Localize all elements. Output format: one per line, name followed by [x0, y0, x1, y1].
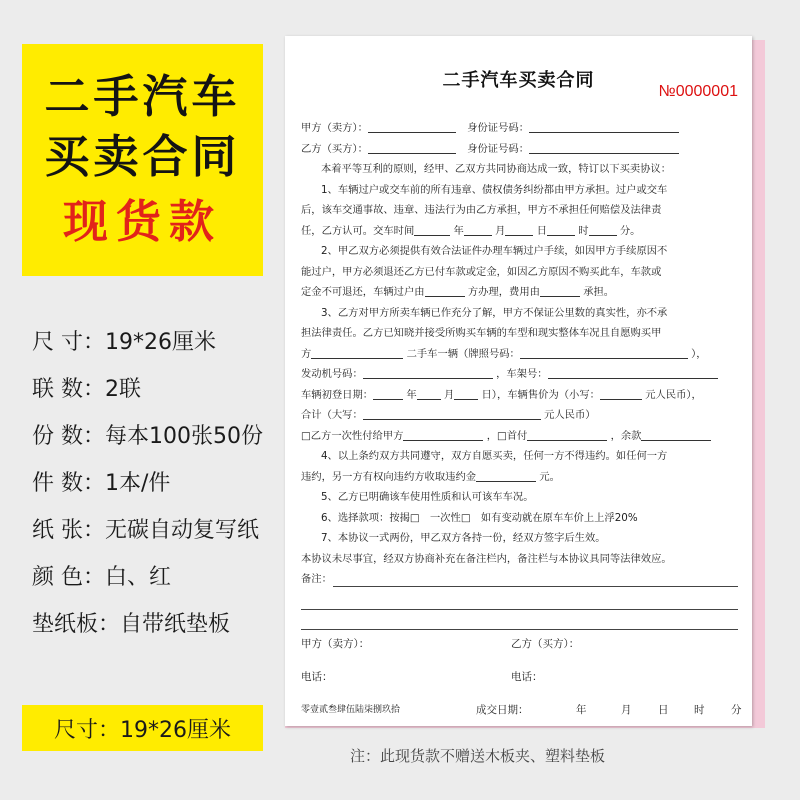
sign-b-label: 乙方（买方）：	[511, 638, 580, 650]
payment-row: □乙方一次性付给甲方 ，□首付 ，余款	[301, 426, 738, 447]
deal-hour: 时	[694, 704, 705, 716]
remark-line-2	[301, 590, 738, 610]
supplement-row: 本协议未尽事宜，经双方协商补充在备注栏内，备注栏与本协议具同等法律效应。	[301, 552, 672, 565]
deal-day: 日	[658, 704, 669, 716]
clause-1-line-2: 后，该车交通事故、违章、违法行为由乙方承担，甲方不承担任何赔偿及法律责	[301, 204, 662, 216]
clause-1-line-3: 任，乙方认可。交车时间 年 月 日 时 分。	[301, 221, 738, 242]
banner-line-2: 买卖合同	[44, 130, 241, 183]
banner-line-1: 二手汽车	[44, 70, 241, 123]
remark-line-3	[301, 610, 738, 630]
clause-1-line-1: 1、车辆过户或交车前的所有违章、债权债务纠纷都由甲方承担。过户或交车	[321, 183, 668, 196]
engine-row: 发动机号码： ，车架号：	[301, 364, 738, 385]
spec-copies: 联 数：2联	[32, 377, 141, 402]
clause-4-line-1: 4、以上条约双方共同遵守，双方自愿买卖，任何一方不得违约。如任何一方	[321, 450, 668, 462]
clause-7: 7、本协议一式两份，甲乙双方各持一份，经双方签字后生效。	[321, 532, 606, 544]
blank	[368, 140, 456, 154]
spec-list	[32, 323, 263, 652]
blank	[529, 119, 679, 133]
serial-number: №0000001	[658, 83, 738, 100]
clause-2-line-2: 能过户，甲方必须退还乙方已付车款或定金，如因乙方原因不购买此车，车款或	[301, 265, 662, 278]
phone-a-label: 电话：	[301, 671, 333, 683]
remark-line	[333, 586, 738, 587]
clause-2-line-3: 定金不可退还，车辆过户由 方办理，费用由 承担。	[301, 282, 738, 303]
clause-4-line-2: 违约，另一方有权向违约方收取违约金 元。	[301, 467, 738, 488]
party-b-row: 乙方（买方）： 身份证号码：	[301, 139, 738, 160]
intro-row: 本着平等互利的原则，经甲、乙双方共同协商达成一致，特订以下买卖协议：	[321, 163, 672, 175]
spec-paper: 纸 张：无碳自动复写纸	[32, 518, 259, 543]
deal-date-label: 成交日期：	[476, 704, 529, 716]
blank	[529, 140, 679, 154]
contract-body	[301, 118, 738, 630]
title-banner	[22, 44, 263, 276]
clause-3-line-2: 担法律责任。乙方已知晓并接受所购买车辆的车型和现实整体车况且自愿购买甲	[301, 327, 662, 339]
clause-3-line-1: 3、乙方对甲方所卖车辆已作充分了解，甲方不保证公里数的真实性，亦不承	[321, 306, 668, 319]
deal-month: 月	[621, 704, 632, 716]
spec-size: 尺 寸：19*26厘米	[32, 330, 216, 355]
contract-sheet	[285, 36, 752, 726]
total-row: 合计（大写： 元人民币）	[301, 405, 738, 426]
phone-b-label: 电话：	[511, 671, 543, 683]
contract-title: 二手汽车买卖合同	[442, 70, 595, 91]
registration-row: 车辆初登日期： 年 月 日），车辆售价为（小写： 元人民币），	[301, 385, 738, 406]
party-a-row: 甲方（卖方）： 身份证号码：	[301, 118, 738, 139]
clause-6: 6、选择款项：按揭□ 一次性□ 如有变动就在原车车价上上浮20%	[321, 511, 638, 524]
clause-5: 5、乙方已明确该车使用性质和认可该车车况。	[321, 491, 534, 503]
deal-year: 年	[576, 704, 587, 716]
sign-a-label: 甲方（卖方）：	[301, 638, 370, 650]
footnote: 注：此现货款不赠送木板夹、塑料垫板	[350, 747, 606, 765]
spec-board: 垫纸板：自带纸垫板	[32, 612, 231, 637]
capital-digits: 零壹贰叁肆伍陆柒捌玖拾	[301, 705, 401, 715]
deal-minute: 分	[731, 704, 742, 716]
blank	[368, 119, 456, 133]
spec-pieces: 件 数：1本/件	[32, 471, 171, 496]
remark-row: 备注：	[301, 569, 738, 590]
spec-colors: 颜 色：白、红	[32, 565, 171, 590]
spec-sets: 份 数：每本100张50份	[32, 424, 263, 449]
size-badge: 尺寸：19*26厘米	[22, 705, 263, 751]
banner-line-3: 现货款	[62, 195, 222, 248]
clause-2-line-1: 2、甲乙双方必须提供有效合法证件办理车辆过户手续，如因甲方手续原因不	[321, 245, 668, 257]
clause-3-line-3: 方 二手车一辆（牌照号码： ），	[301, 344, 738, 365]
